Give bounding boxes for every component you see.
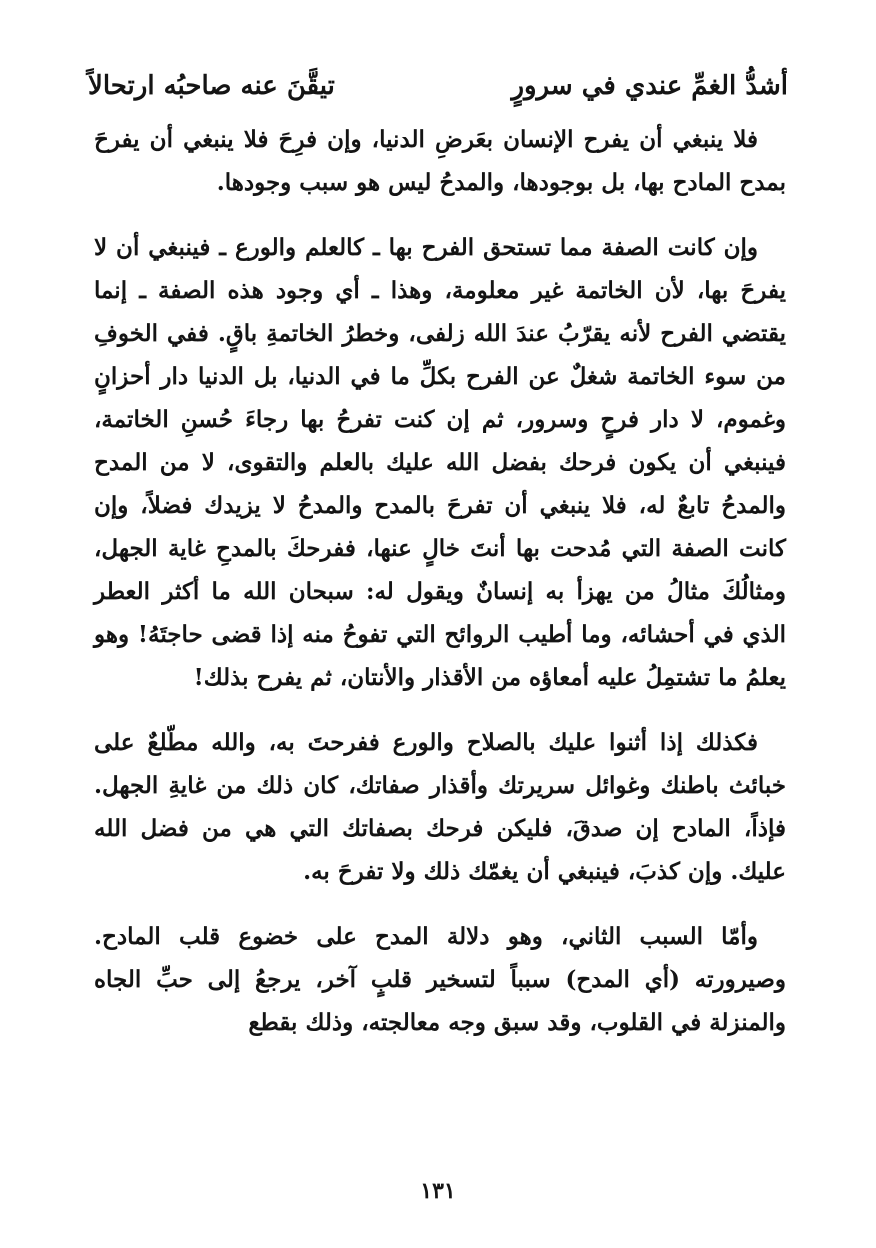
paragraph: وإن كانت الصفة مما تستحق الفرح بها ـ كالعلم والورع ـ فينبغي أن لا يفرحَ بها، لأن الخاتمة غير معلومة، وهذا ـ أي وجود هذه الصفة ـ إنما يقتضي الفرح لأنه يقرّبُ عندَ الله زلفى، وخطرُ الخاتمةِ باقٍ. ففي الخوفِ من سوء الخاتمة شغلٌ عن الفرح بكلِّ ما في الدنيا، بل الدنيا دار أحزانٍ وغموم، لا دار فرحٍ وسرور، ثم إن كنت تفرحُ بها رجاءَ حُسنِ الخاتمة، فينبغي أن يكون فرحك بفضل الله عليك بالعلم والتقوى، لا من المدح والمدحُ تابعٌ له، فلا ينبغي أن تفرحَ بالمدح والمدحُ لا يزيدك فضلاً، وإن كانت الصفة التي مُدحت بها أنتَ خالٍ عنها، ففرحكَ بالمدحِ غاية الجهل، ومثالُكَ مثالُ من يهزأ به إنسانٌ ويقول له: سبحان الله ما أكثر العطر الذي في أحشائه، وما أطيب الروائح التي تفوحُ منه إذا قضى حاجتَهُ! وهو يعلمُ ما تشتمِلُ عليه أمعاؤه من الأقذار والأنتان، ثم يفرح بذلك! <box>94 234 786 691</box>
poetry-verse <box>88 66 788 106</box>
paragraph: فكذلك إذا أثنوا عليك بالصلاح والورع ففرحتَ به، والله مطّلعٌ على خبائث باطنك وغوائل سريرتك وأقذار صفاتك، كان ذلك من غايةِ الجهل. فإذاً، المادح إن صدقَ، فليكن فرحك بصفاتك التي هي من فضل الله عليك. وإن كذبَ، فينبغي أن يغمّك ذلك ولا تفرحَ به. <box>94 729 786 885</box>
verse-second-hemistich: تيقَّنَ عنه صاحبُه ارتحالاً <box>88 71 335 101</box>
paragraph: فلا ينبغي أن يفرح الإنسان بعَرضِ الدنيا، وإن فرِحَ فلا ينبغي أن يفرحَ بمدح المادح بها، بل بوجودها، والمدحُ ليس هو سبب وجودها. <box>94 126 786 196</box>
page-number: ١٣١ <box>420 1178 456 1204</box>
verse-first-hemistich: أشدُّ الغمِّ عندي في سرورٍ <box>511 71 788 101</box>
body-text <box>94 118 786 1044</box>
paragraph: وأمّا السبب الثاني، وهو دلالة المدح على خضوع قلب المادح. وصيرورته (أي المدح) سبباً لتسخير قلبٍ آخر، يرجعُ إلى حبِّ الجاه والمنزلة في القلوب، وقد سبق وجه معالجته، وذلك بقطع <box>94 923 786 1036</box>
